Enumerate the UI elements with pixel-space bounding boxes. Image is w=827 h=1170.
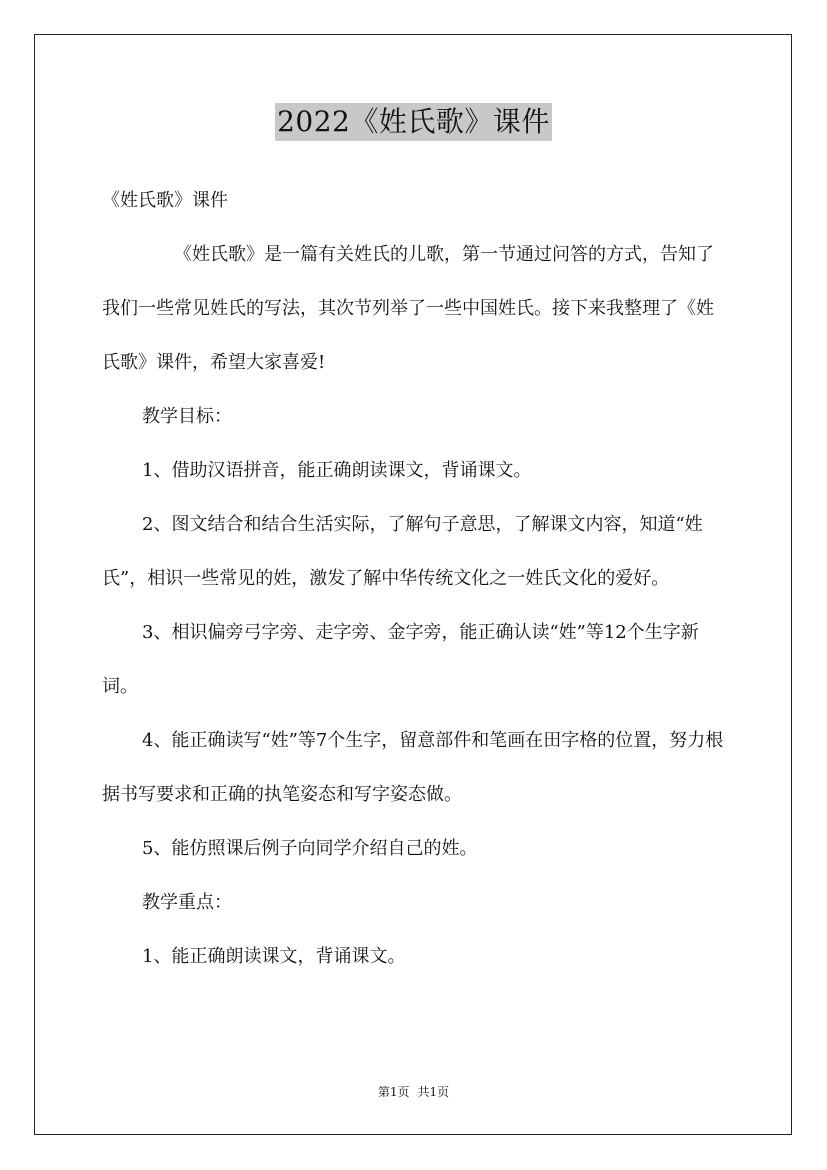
title-container	[0, 103, 827, 141]
section-heading-focus: 教学重点：	[142, 892, 232, 913]
section-heading-goals: 教学目标：	[142, 406, 232, 427]
goal-item-2: 2、图文结合和结合生活实际，了解句子意思，了解课文内容，知道“姓氏”，相识一些常见的姓，激发了解中华传统文化之一姓氏文化的爱好。	[102, 514, 703, 589]
intro-paragraph: 《姓氏歌》是一篇有关姓氏的儿歌，第一节通过问答的方式，告知了我们一些常见姓氏的写法，其次节列举了一些中国姓氏。接下来我整理了《姓氏歌》课件，希望大家喜爱!	[102, 244, 714, 373]
document-body	[102, 174, 730, 984]
page-number: 第1页	[377, 1085, 410, 1099]
page-total: 共1页	[417, 1085, 450, 1099]
goal-item-4: 4、能正确读写“姓”等7个生字，留意部件和笔画在田字格的位置，努力根据书写要求和正确的执笔姿态和写字姿态做。	[102, 730, 724, 805]
focus-item-1: 1、能正确朗读课文，背诵课文。	[142, 946, 406, 967]
document-subtitle: 《姓氏歌》课件	[102, 190, 228, 211]
document-title: 2022《姓氏歌》课件	[275, 103, 552, 141]
goal-item-3: 3、相识偏旁弓字旁、走字旁、金字旁，能正确认读“姓”等12个生字新词。	[102, 622, 699, 697]
goal-item-5: 5、能仿照课后例子向同学介绍自己的姓。	[142, 838, 478, 859]
page-footer	[0, 1083, 827, 1101]
goal-item-1: 1、借助汉语拼音，能正确朗读课文，背诵课文。	[142, 460, 532, 481]
